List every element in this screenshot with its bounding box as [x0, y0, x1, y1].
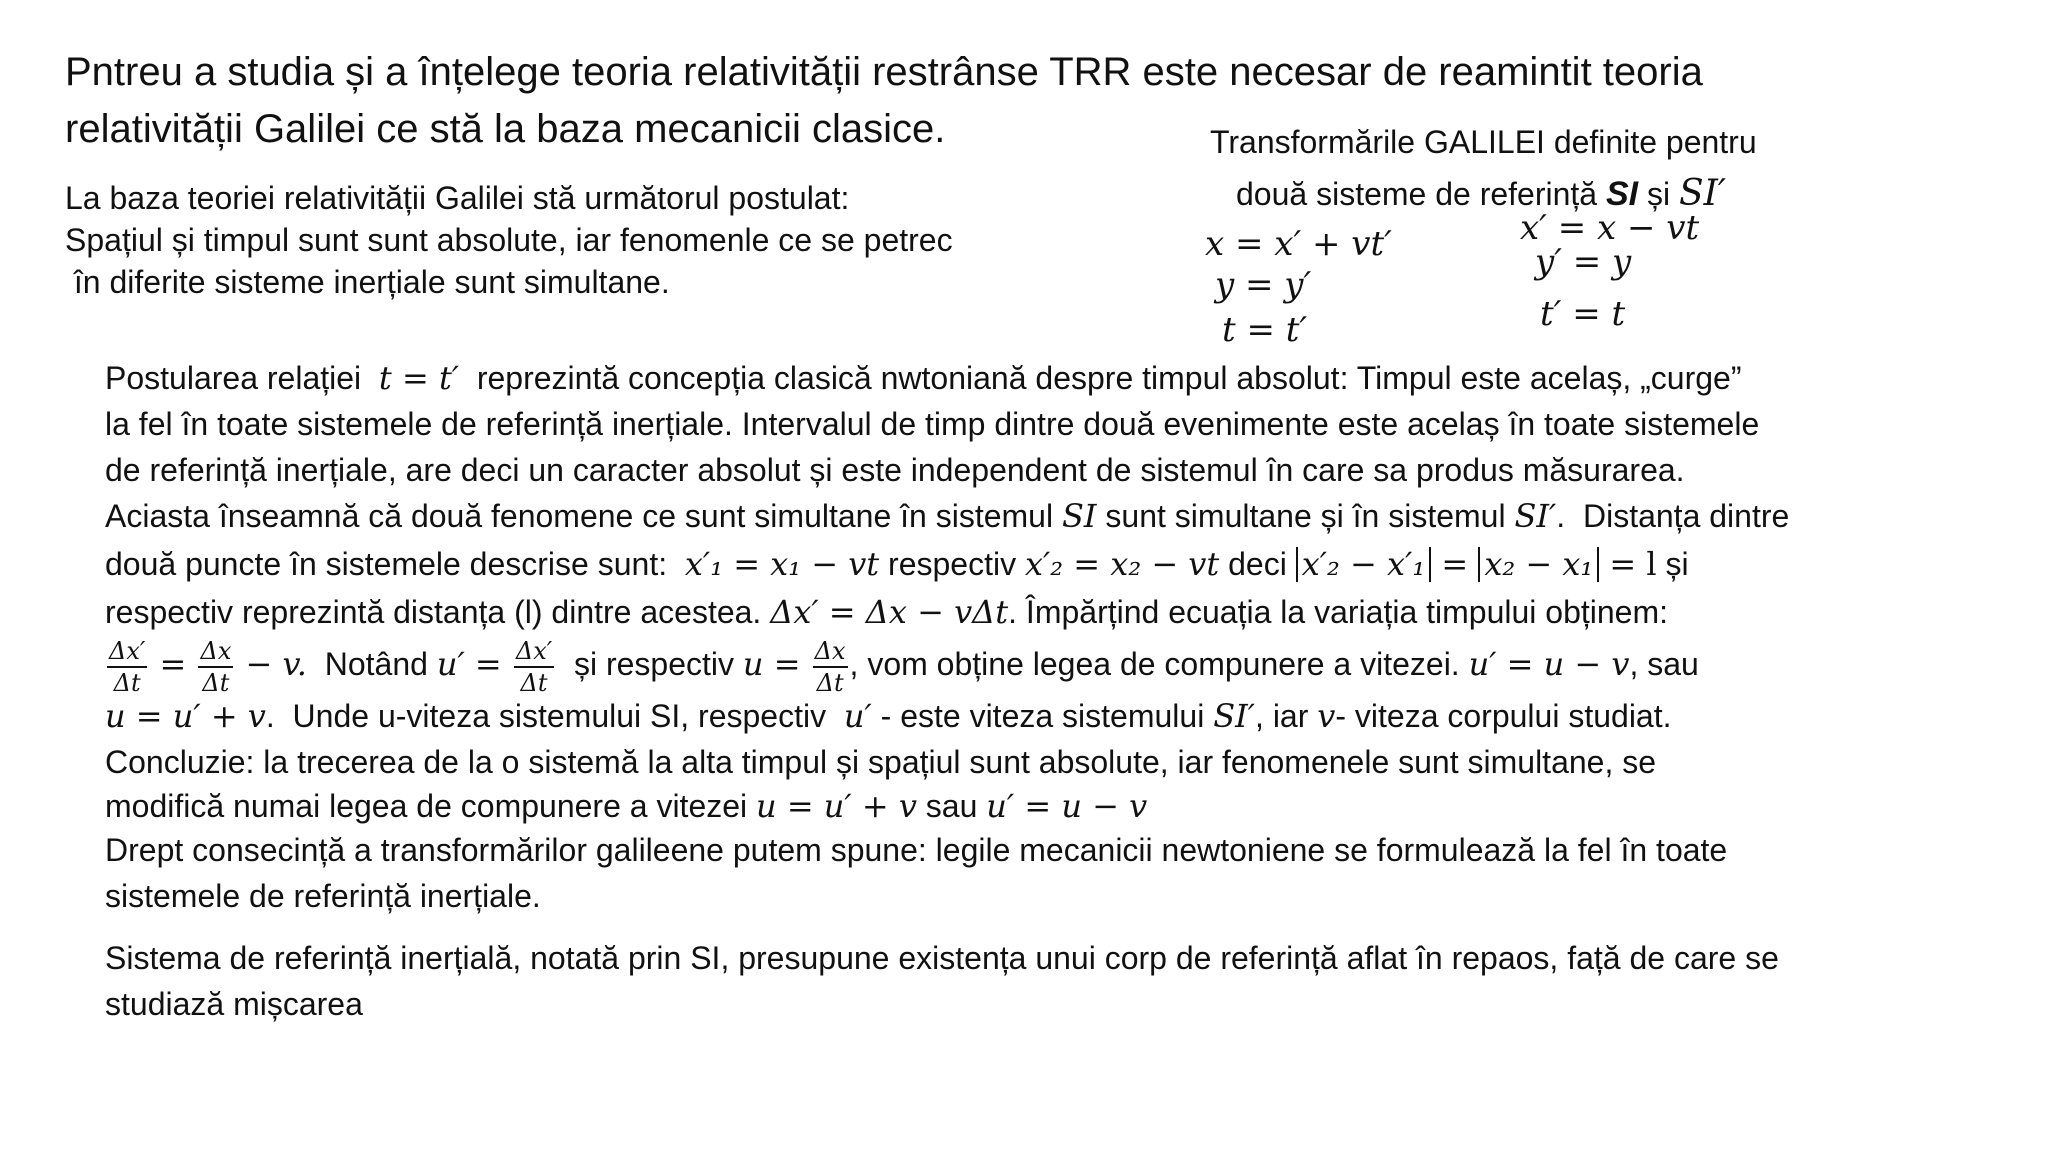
text: reprezintă concepția clasică nwtoniană despre timpul absolut: Timpul este acelaș, „curge”: [459, 360, 1742, 396]
math: v: [1317, 697, 1336, 735]
main-line-13: Sistema de referință inerțială, notată prin SI, presupune existența unui corp de referință aflat în repaos, față de care se: [105, 940, 1779, 976]
fraction-denominator: Δt: [202, 668, 230, 697]
fraction-numerator: Δx′: [107, 639, 147, 668]
math: = l: [1599, 545, 1657, 583]
main-line-9: Concluzie: la trecerea de la o sistemă la alta timpul și spațiul sunt absolute, iar fenomenele sunt simultane, se: [105, 744, 1657, 780]
math: =: [149, 645, 197, 683]
main-line-14: studiază mișcarea: [105, 986, 363, 1022]
galilei-title-line-1: Transformările GALILEI definite pentru: [1210, 124, 1757, 160]
text: . Unde u-viteza sistemului SI, respectiv: [265, 698, 844, 734]
math: u = u′ + v: [756, 787, 917, 825]
main-line-7: [105, 635, 1985, 697]
fraction: [107, 636, 147, 697]
si-label: SI: [1605, 175, 1639, 213]
galilei-left-eq-1: x = x′ + vt′: [1205, 224, 1392, 264]
math: t = t′: [378, 359, 460, 397]
math: u′ =: [436, 645, 512, 683]
galilei-right-eq-2: y′ = y: [1535, 242, 1632, 282]
math: − v.: [235, 645, 307, 683]
text: și respectiv: [556, 646, 743, 682]
math: =: [1431, 545, 1479, 583]
text: . Distanța dintre: [1556, 498, 1790, 534]
galilei-title-text: două sisteme de referință: [1236, 176, 1606, 212]
galilei-right-eq-3: t′ = t: [1540, 294, 1626, 334]
fraction: [813, 636, 848, 697]
postulate-block: [65, 177, 953, 303]
main-line-2: la fel în toate sistemele de referință inerțiale. Intervalul de timp dintre două evenimente este acelaș în toate sistemele: [105, 406, 1760, 442]
math: x′₁ = x₁ − vt: [684, 545, 880, 583]
galilei-left-eq-3: t = t′: [1222, 310, 1308, 350]
text: deci: [1219, 546, 1296, 582]
math: u′: [843, 697, 872, 735]
abs-value: x₂ − x₁: [1478, 547, 1599, 582]
galilei-right-eq-1: x′ = x − vt: [1520, 208, 1700, 248]
galilei-title: [1210, 116, 1757, 220]
text: și: [1656, 546, 1689, 582]
main-line-1: [105, 355, 1985, 401]
main-line-11: Drept consecință a transformărilor galileene putem spune: legile mecanicii newtoniene se formulează la fel în toate: [105, 832, 1728, 868]
text: - este viteza sistemului: [871, 698, 1214, 734]
main-text: [105, 355, 1985, 1027]
math: Δx′ = Δx − vΔt: [770, 593, 1009, 631]
and-label: și: [1638, 176, 1679, 212]
main-line-3: de referință inerțiale, are deci un caracter absolut și este independent de sistemul în care sa produs măsurarea.: [105, 452, 1685, 488]
math: SI: [1061, 497, 1097, 535]
text: Aciasta înseamnă că două fenomene ce sunt simultane în sistemul: [105, 498, 1062, 534]
paragraph-gap: [105, 919, 1985, 935]
main-line-12: sistemele de referință inerțiale.: [105, 878, 541, 914]
math: SI′: [1514, 497, 1557, 535]
fraction-denominator: Δt: [816, 668, 844, 697]
galilei-left-eq-2: y = y′: [1215, 265, 1312, 305]
text: respectiv: [879, 546, 1025, 582]
text: Postularea relației: [105, 360, 379, 396]
fraction-numerator: Δx: [198, 639, 233, 668]
math: u′ = u − v: [1468, 645, 1630, 683]
main-line-6: [105, 589, 1985, 635]
postulate-line-1: La baza teoriei relativității Galilei stă următorul postulat:: [65, 180, 850, 216]
postulate-line-2: Spațiul și timpul sunt sunt absolute, iar fenomenle ce se petrec: [65, 222, 953, 258]
main-line-5: [105, 539, 1985, 589]
fraction: [198, 636, 233, 697]
fraction: [514, 636, 554, 697]
text: , vom obține legea de compunere a vitezei.: [849, 646, 1469, 682]
fraction-denominator: Δt: [113, 668, 141, 697]
text: sau: [916, 788, 987, 824]
text: respectiv reprezintă distanța (l) dintre acestea.: [105, 594, 771, 630]
text: Notând: [306, 646, 437, 682]
fraction-numerator: Δx: [813, 639, 848, 668]
fraction-denominator: Δt: [520, 668, 548, 697]
heading-line-2: relativității Galilei ce stă la baza mecanicii clasice.: [65, 107, 946, 151]
text: modifică numai legea de compunere a vitezei: [105, 788, 757, 824]
math: u =: [742, 645, 811, 683]
text: - viteza corpului studiat.: [1335, 698, 1672, 734]
math: SI′: [1213, 697, 1256, 735]
text: , iar: [1255, 698, 1318, 734]
fraction-numerator: Δx′: [514, 639, 554, 668]
main-line-4: [105, 493, 1985, 539]
text: . Împărțind ecuația la variația timpului obținem:: [1008, 594, 1669, 630]
text: două puncte în sistemele descrise sunt:: [105, 546, 685, 582]
math: u′ = u − v: [986, 787, 1148, 825]
si-prime-label: SI′: [1679, 173, 1727, 214]
main-line-8: [105, 693, 1985, 739]
postulate-line-3: în diferite sisteme inerțiale sunt simultane.: [65, 264, 670, 300]
heading-line-1: Pntreu a studia și a înțelege teoria relativității restrânse TRR este necesar de reamintit teoria: [65, 50, 1703, 94]
text: sunt simultane și în sistemul: [1096, 498, 1515, 534]
text: , sau: [1629, 646, 1699, 682]
math: x′₂ = x₂ − vt: [1024, 545, 1220, 583]
abs-value: x′₂ − x′₁: [1296, 547, 1431, 582]
math: u = u′ + v: [105, 697, 266, 735]
main-line-10: [105, 785, 1985, 827]
